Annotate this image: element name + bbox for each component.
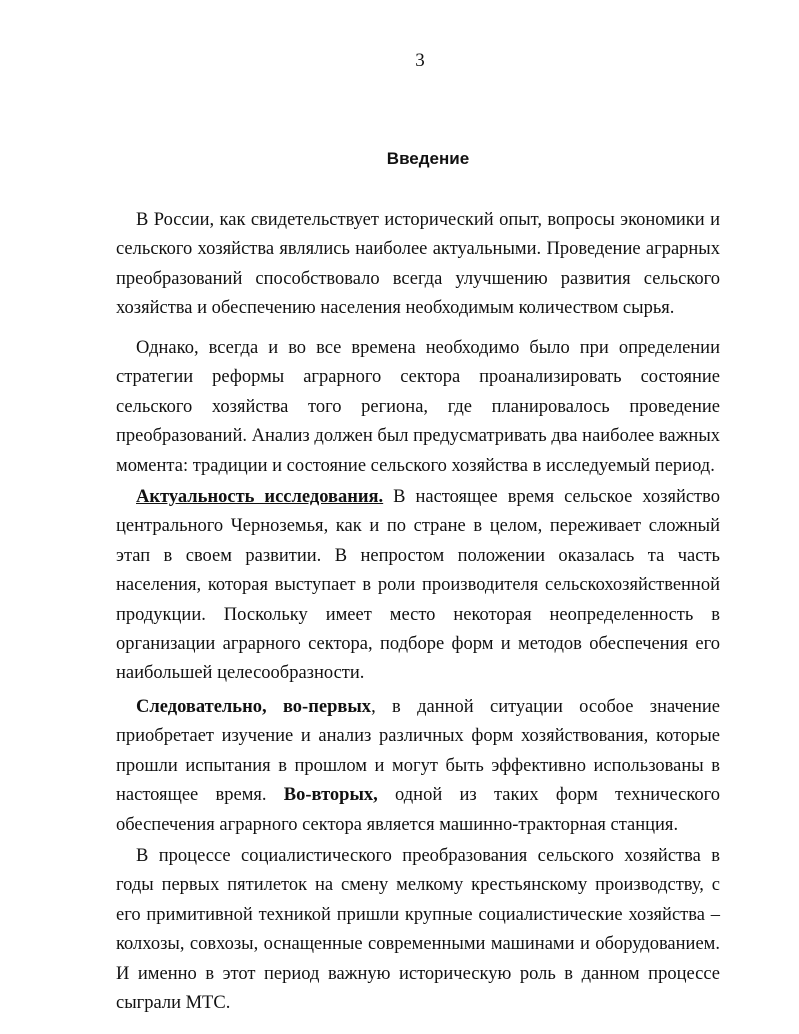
- paragraph-4-text-a: , в данной ситуации особое значение приобретает изучение и анализ различных форм хозяйствования, которые прошли испытания в прошлом и могут быть эффективно использованы в настоящее время.: [116, 697, 720, 806]
- section-heading: Введение: [386, 149, 470, 168]
- firstly-lead: Следовательно, во-первых: [136, 697, 372, 717]
- page-number: 3: [415, 50, 425, 71]
- paragraph-5: В процессе социалистического преобразования сельского хозяйства в годы первых пятилеток на смену мелкому крестьянскому производству, с его примитивной техникой пришли крупные социалистические хозяйства – колхозы, совхозы, оснащенные современными машинами и оборудованием. И именно в этот период важную историческую роль в данном процессе сыграли МТС.: [116, 846, 720, 1014]
- relevance-heading: Актуальность исследования.: [136, 487, 384, 507]
- paragraph-4-block: [116, 693, 720, 840]
- secondly-lead: Во-вторых,: [283, 785, 378, 806]
- paragraph-5-block: [116, 842, 720, 1018]
- paragraph-1: В России, как свидетельствует исторический опыт, вопросы экономики и сельского хозяйства являлись наиболее актуальными. Проведение аграрных преобразований способствовало всегда улучшению развития сельского хозяйства и обеспечению населения необходимым количеством сырья.: [116, 210, 720, 319]
- paragraph-3-text: В настоящее время сельское хозяйство центрального Черноземья, как и по стране в целом, переживает сложный этап в своем развитии. В непростом положении оказалась та часть населения, которая выступает в роли производителя сельскохозяйственной продукции. Поскольку имеет место некоторая неопределенность в организации аграрного сектора, подборе форм и методов обеспечения его наибольшей целесообразности.: [116, 487, 721, 684]
- paragraph-1-block: [116, 206, 720, 324]
- paragraph-2: Однако, всегда и во все времена необходимо было при определении стратегии реформы аграрного сектора проанализировать состояние сельского хозяйства того региона, где планировалось проведение преобразований. Анализ должен был предусматривать два наиболее важных момента: традиции и состояние сельского хозяйства в исследуемый период.: [116, 338, 720, 476]
- paragraph-3: [116, 483, 720, 689]
- paragraph-4-text-b: одной из таких форм технического обеспечения аграрного сектора является машинно-тракторная станция.: [116, 785, 720, 835]
- paragraph-4: [116, 693, 720, 840]
- paragraph-2-block: [116, 334, 720, 481]
- paragraph-3-block: [116, 483, 720, 689]
